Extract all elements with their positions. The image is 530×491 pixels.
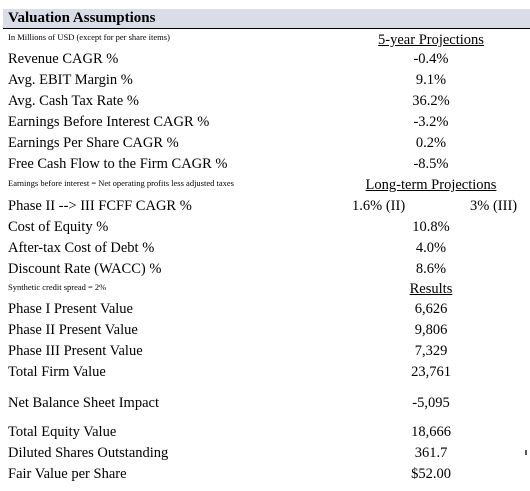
projection-label: Earnings Before Interest CAGR % — [8, 114, 210, 130]
rate-label: After-tax Cost of Debt % — [8, 240, 155, 256]
projection-label: Free Cash Flow to the Firm CAGR % — [8, 156, 228, 172]
present-value-amount: 9,806 — [414, 322, 448, 338]
rate-value: 10.8% — [412, 219, 450, 235]
net-balance-label: Net Balance Sheet Impact — [8, 395, 159, 411]
present-value-label: Phase II Present Value — [8, 322, 138, 338]
projections-header: 5-year Projections — [378, 32, 484, 48]
rate-label: Discount Rate (WACC) % — [8, 261, 162, 277]
page-title: Valuation Assumptions — [8, 10, 156, 26]
equity-label: Fair Value per Share — [8, 466, 127, 482]
rate-label: Cost of Equity % — [8, 219, 109, 235]
present-value-label: Phase I Present Value — [8, 301, 133, 317]
projection-value: -8.5% — [413, 156, 449, 172]
units-subtitle: In Millions of USD (except for per share items) — [8, 32, 170, 42]
projection-value: 9.1% — [415, 72, 447, 88]
equity-label: Total Equity Value — [8, 424, 117, 440]
title-bar — [3, 9, 530, 29]
projection-label: Avg. Cash Tax Rate % — [8, 93, 139, 109]
phase-3-value: 3% (III) — [470, 198, 518, 214]
present-value-amount: 7,329 — [414, 343, 448, 359]
present-value-label: Phase III Present Value — [8, 343, 143, 359]
credit-spread-note: Synthetic credit spread = 2% — [8, 282, 107, 292]
ebi-note: Earnings before interest = Net operating profits less adjusted taxes — [8, 178, 234, 188]
phase-label: Phase II --> III FCFF CAGR % — [8, 198, 192, 214]
projection-value: -3.2% — [413, 114, 449, 130]
projection-label: Revenue CAGR % — [8, 51, 119, 67]
projection-value: 36.2% — [412, 93, 450, 109]
total-firm-value-amount: 23,761 — [411, 364, 451, 380]
equity-value: $52.00 — [411, 466, 451, 482]
projection-value: 0.2% — [415, 135, 447, 151]
equity-label: Diluted Shares Outstanding — [8, 445, 169, 461]
phase-2-value: 1.6% (II) — [352, 198, 406, 214]
rate-value: 4.0% — [415, 240, 447, 256]
long-term-header: Long-term Projections — [365, 177, 497, 193]
results-header: Results — [409, 281, 453, 297]
net-balance-value: -5,095 — [412, 395, 450, 411]
projection-label: Earnings Per Share CAGR % — [8, 135, 179, 151]
rate-value: 8.6% — [415, 261, 447, 277]
present-value-amount: 6,626 — [414, 301, 448, 317]
projection-value: -0.4% — [413, 51, 449, 67]
edge-mark — [525, 450, 527, 455]
equity-value: 361.7 — [414, 445, 448, 461]
total-firm-value-label: Total Firm Value — [8, 364, 106, 380]
projection-label: Avg. EBIT Margin % — [8, 72, 133, 88]
equity-value: 18,666 — [411, 424, 451, 440]
